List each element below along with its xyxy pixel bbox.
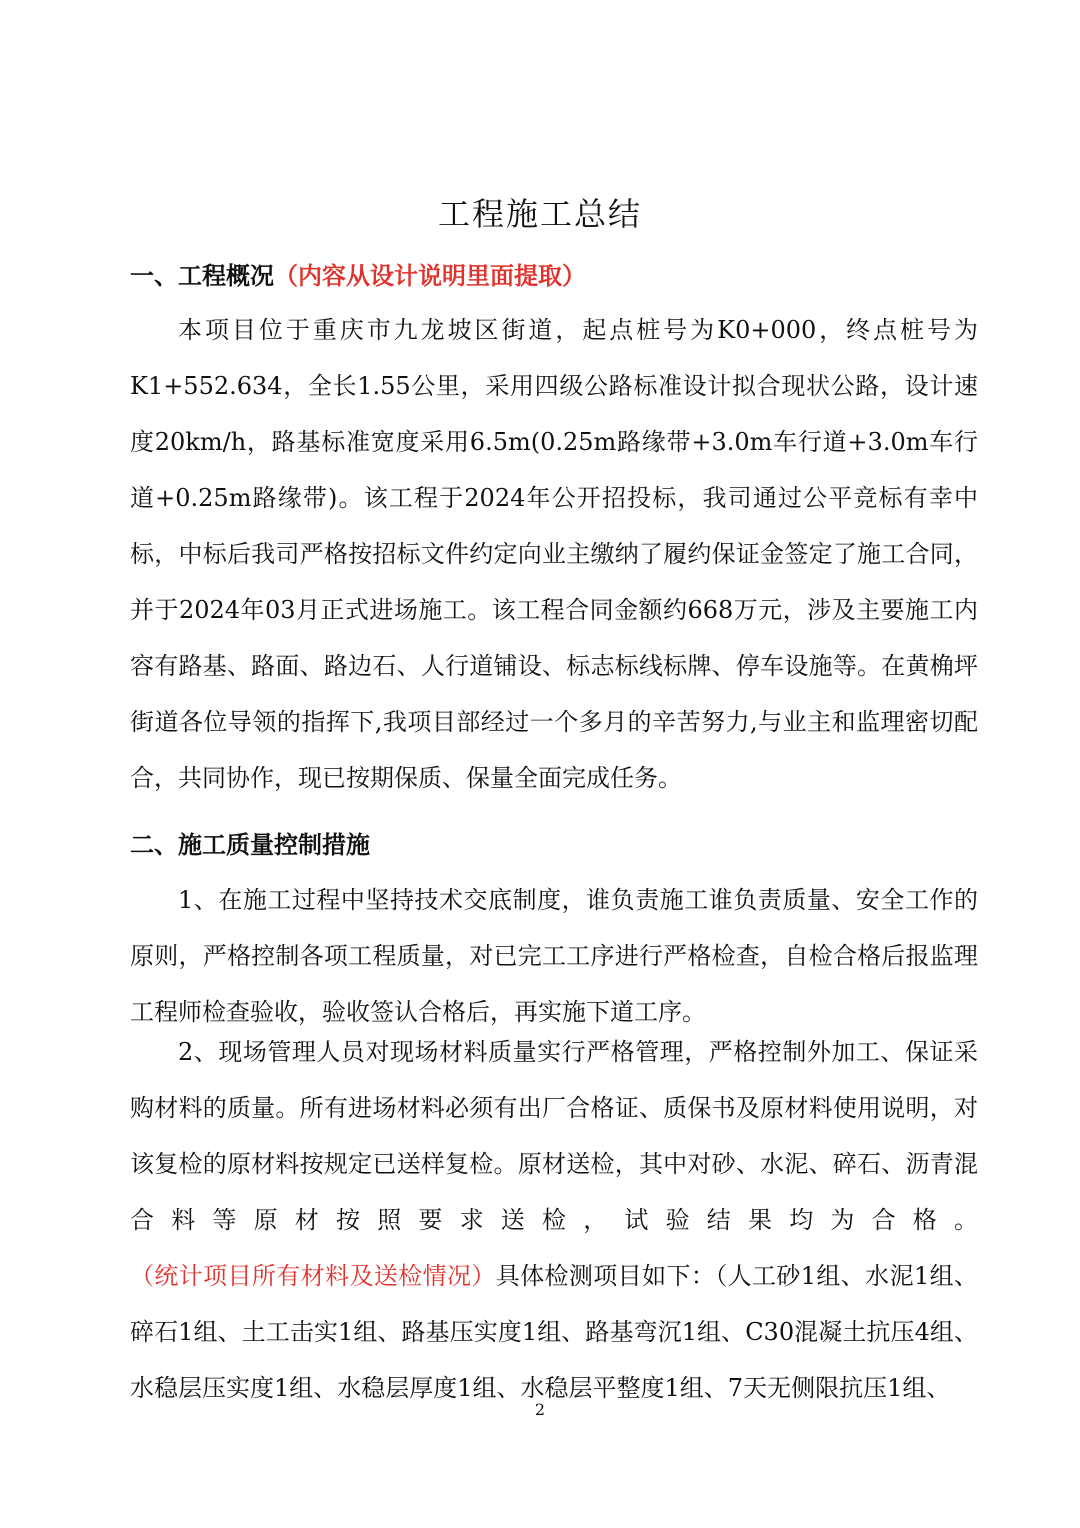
section-2-item-2-tests: 具体检测项目如下：（人工砂1组、水泥1组、碎石1组、土工击实1组、路基压实度1组、路基弯沉1组、C30混凝土抗压4组、水稳层压实度1组、水稳层厚度1组、水稳层平整度1组、7天无侧限抗压1组、 [130,1262,978,1402]
section-2-item-1: 1、在施工过程中坚持技术交底制度，谁负责施工谁负责质量、安全工作的原则，严格控制各项工程质量，对已完工工序进行严格检查，自检合格后报监理工程师检查验收，验收签认合格后，再实施下道工序。 [130,886,978,1026]
section-1-heading-note: （内容从设计说明里面提取） [274,261,586,290]
section-2-item-2 [130,1024,978,1416]
page-number: 2 [534,1400,546,1419]
document-title: 工程施工总结 [437,195,642,233]
section-2-item-2-text: 2、现场管理人员对现场材料质量实行严格管理，严格控制外加工、保证采购材料的质量。所有进场材料必须有出厂合格证、质保书及原材料使用说明，对该复检的原材料按规定已送样复检。原材送检，其中对砂、水泥、碎石、沥青混合料等原材按照要求送检，试验结果均为合格。 [130,1038,978,1234]
section-1-paragraph: 本项目位于重庆市九龙坡区街道，起点桩号为K0+000，终点桩号为K1+552.634，全长1.55公里，采用四级公路标准设计拟合现状公路，设计速度20km/h，路基标准宽度采用6.5m(0.25m路缘带+3.0m车行道+3.0m车行道+0.25m路缘带)。该工程于2024年公开招投标，我司通过公平竞标有幸中标，中标后我司严格按招标文件约定向业主缴纳了履约保证金签定了施工合同，并于2024年03月正式进场施工。该工程合同金额约668万元，涉及主要施工内容有路基、路面、路边石、人行道铺设、标志标线标牌、停车设施等。在黄桷坪街道各位导领的指挥下,我项目部经过一个多月的辛苦努力,与业主和监理密切配合，共同协作，现已按期保质、保量全面完成任务。 [130,316,978,792]
section-1-heading [130,259,980,293]
section-2-item-2-note: （统计项目所有材料及送检情况） [130,1262,496,1290]
section-2-heading: 二、施工质量控制措施 [130,830,370,859]
section-1-heading-text: 一、工程概况 [130,261,274,290]
